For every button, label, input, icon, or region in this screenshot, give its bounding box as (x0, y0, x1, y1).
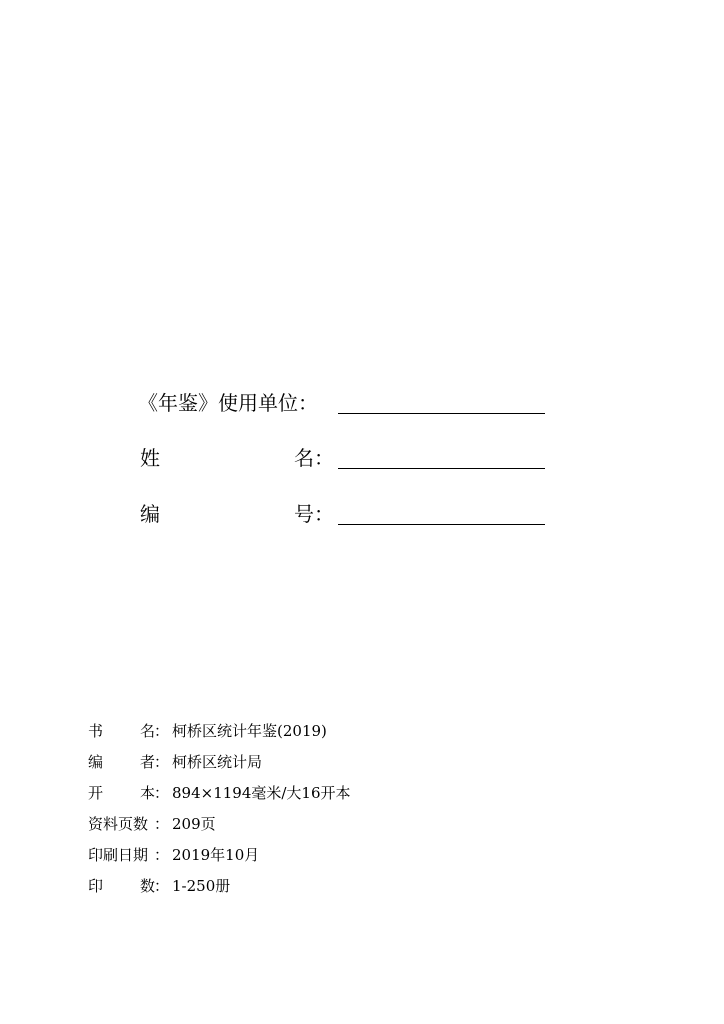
name-label-right: 名： (294, 446, 334, 470)
usage-unit-row (0, 385, 724, 425)
print-count-key-b: 数 (140, 877, 156, 895)
pages-sep: ： (154, 815, 170, 833)
print-date-value: 2019年10月 (172, 846, 260, 864)
print-count-sep: ： (154, 877, 170, 895)
usage-unit-blank-line (338, 413, 545, 414)
name-label-left: 姓 (140, 446, 160, 470)
book-title-value: 柯桥区统计年鉴(2019) (172, 722, 327, 740)
name-row (0, 440, 724, 480)
format-key-b: 本 (140, 784, 156, 802)
pages-value: 209页 (172, 815, 216, 833)
colophon (88, 718, 688, 904)
number-label-right: 号： (294, 502, 334, 526)
colophon-editor (88, 749, 688, 780)
format-key-a: 开 (88, 784, 104, 802)
colophon-book-title (88, 718, 688, 749)
editor-sep: ： (154, 753, 170, 771)
colophon-print-date (88, 842, 688, 873)
editor-value: 柯桥区统计局 (172, 753, 263, 771)
book-title-key-b: 名 (140, 722, 156, 740)
name-blank-line (338, 468, 545, 469)
print-date-sep: ： (154, 846, 170, 864)
editor-key-b: 者 (140, 753, 156, 771)
print-date-key: 印刷日期 (88, 846, 149, 864)
format-sep: ： (154, 784, 170, 802)
colophon-pages (88, 811, 688, 842)
editor-key-a: 编 (88, 753, 104, 771)
book-title-sep: ： (154, 722, 170, 740)
usage-unit-label: 《年鉴》使用单位： (138, 391, 318, 415)
number-blank-line (338, 524, 545, 525)
print-count-key-a: 印 (88, 877, 104, 895)
book-title-key-a: 书 (88, 722, 104, 740)
pages-key: 资料页数 (88, 815, 149, 833)
print-count-value: 1-250册 (172, 877, 231, 895)
number-row (0, 496, 724, 536)
colophon-print-count (88, 873, 688, 904)
format-value: 894×1194毫米/大16开本 (172, 784, 351, 802)
number-label-left: 编 (140, 502, 160, 526)
colophon-format (88, 780, 688, 811)
